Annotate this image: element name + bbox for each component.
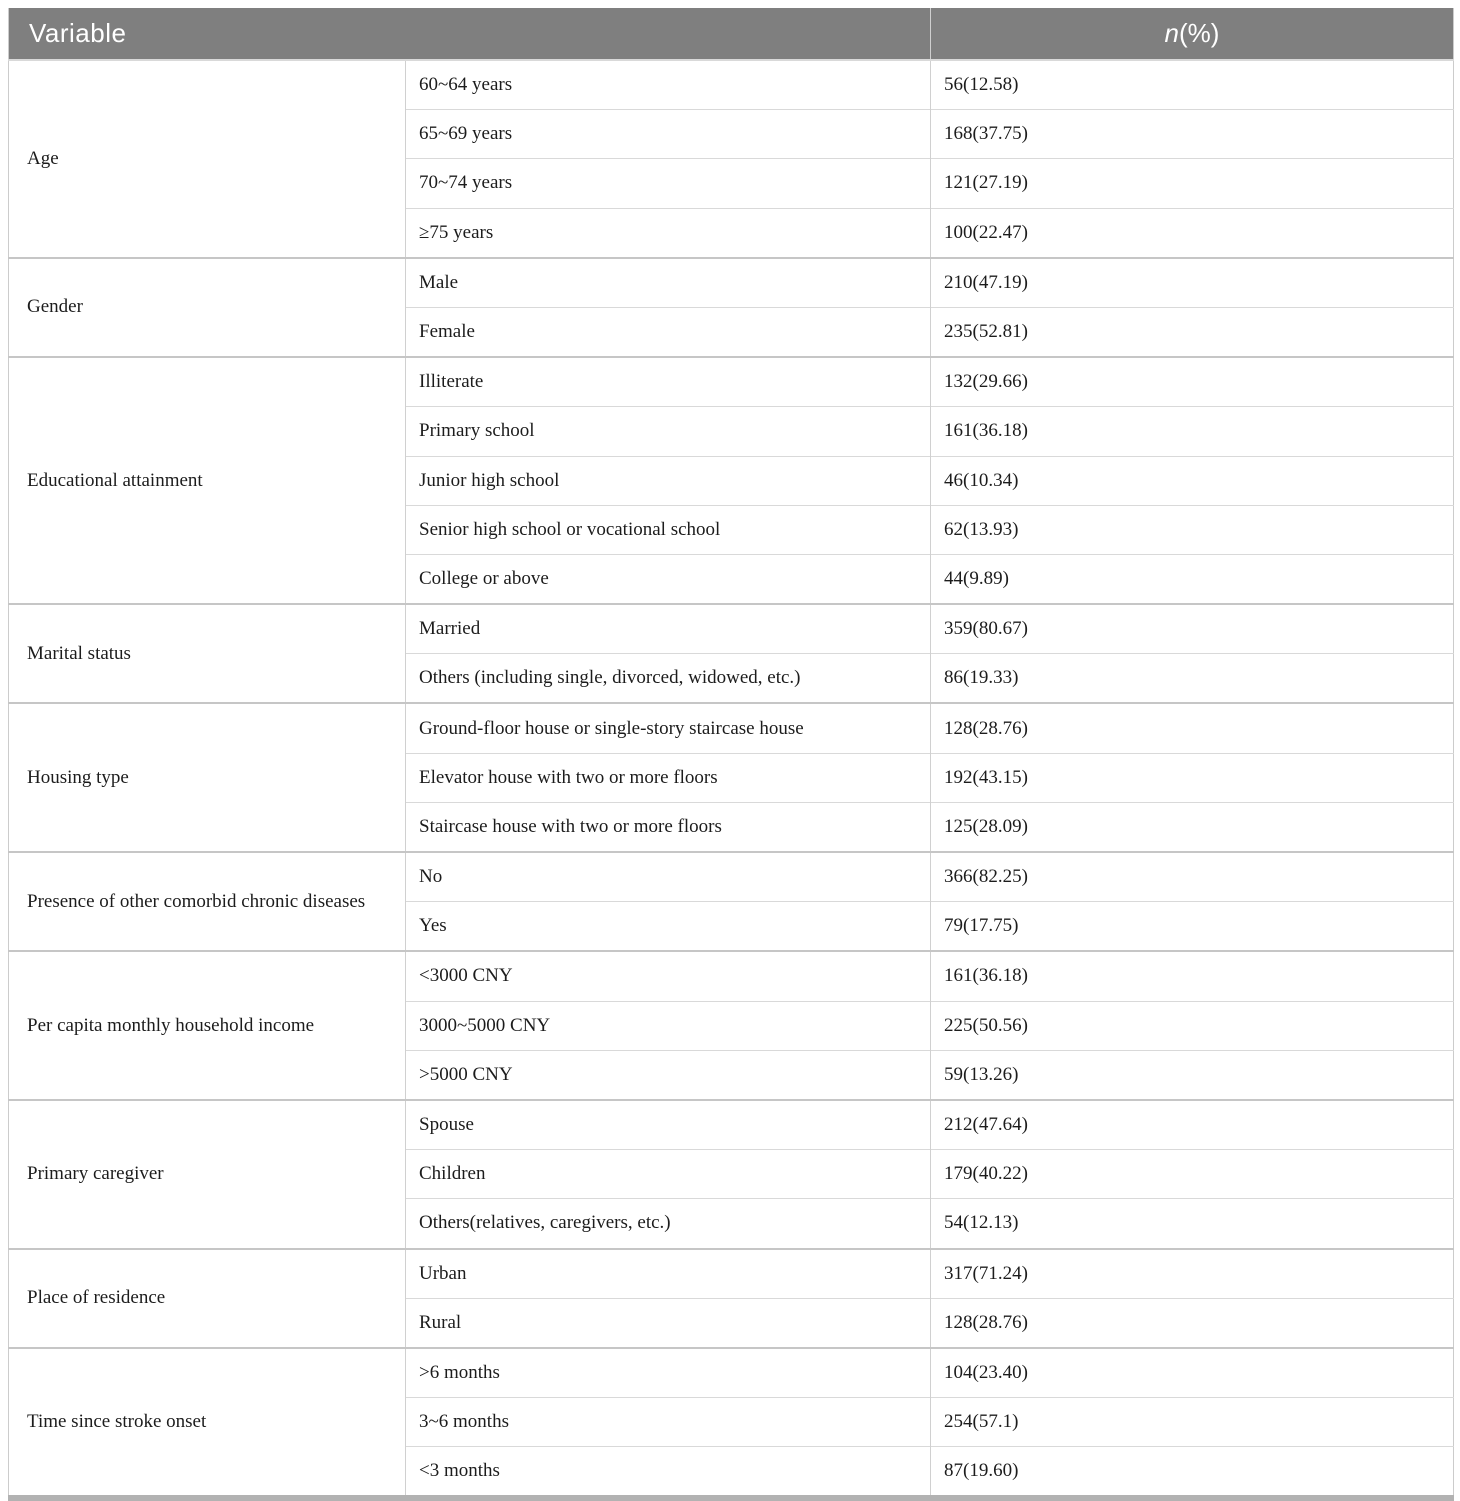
variable-name-cell: Educational attainment	[9, 357, 406, 604]
n-percent-cell: 128(28.76)	[931, 703, 1454, 753]
n-percent-cell: 161(36.18)	[931, 951, 1454, 1001]
table-body	[9, 60, 1454, 1498]
category-cell: Elevator house with two or more floors	[406, 753, 931, 802]
table-row	[9, 604, 1454, 654]
category-cell: Senior high school or vocational school	[406, 505, 931, 554]
participant-characteristics-table	[8, 8, 1454, 1501]
variable-name-cell: Presence of other comorbid chronic diseases	[9, 852, 406, 951]
category-cell: Illiterate	[406, 357, 931, 407]
n-percent-cell: 235(52.81)	[931, 307, 1454, 357]
n-percent-cell: 179(40.22)	[931, 1150, 1454, 1199]
n-percent-cell: 168(37.75)	[931, 110, 1454, 159]
variable-name-cell: Age	[9, 60, 406, 258]
table-row	[9, 1100, 1454, 1150]
category-cell: Female	[406, 307, 931, 357]
category-cell: 3~6 months	[406, 1398, 931, 1447]
variable-name-cell: Time since stroke onset	[9, 1348, 406, 1499]
category-cell: 70~74 years	[406, 159, 931, 208]
n-percent-cell: 161(36.18)	[931, 407, 1454, 456]
category-cell: 60~64 years	[406, 60, 931, 110]
n-percent-cell: 46(10.34)	[931, 456, 1454, 505]
n-percent-cell: 62(13.93)	[931, 505, 1454, 554]
n-percent-cell: 54(12.13)	[931, 1199, 1454, 1249]
table-row	[9, 1249, 1454, 1299]
n-percent-cell: 212(47.64)	[931, 1100, 1454, 1150]
category-cell: Married	[406, 604, 931, 654]
category-cell: ≥75 years	[406, 208, 931, 258]
n-percent-cell: 366(82.25)	[931, 852, 1454, 902]
category-cell: Urban	[406, 1249, 931, 1299]
variable-name-cell: Housing type	[9, 703, 406, 852]
table-row	[9, 1348, 1454, 1398]
n-percent-cell: 359(80.67)	[931, 604, 1454, 654]
category-cell: College or above	[406, 554, 931, 604]
n-percent-cell: 59(13.26)	[931, 1050, 1454, 1100]
category-cell: Primary school	[406, 407, 931, 456]
table-row	[9, 357, 1454, 407]
category-cell: Yes	[406, 902, 931, 952]
variable-name-cell: Place of residence	[9, 1249, 406, 1348]
table-row	[9, 852, 1454, 902]
category-cell: Ground-floor house or single-story staircase house	[406, 703, 931, 753]
n-percent-cell: 44(9.89)	[931, 554, 1454, 604]
category-cell: Junior high school	[406, 456, 931, 505]
category-cell: 65~69 years	[406, 110, 931, 159]
category-cell: Male	[406, 258, 931, 308]
n-percent-cell: 100(22.47)	[931, 208, 1454, 258]
category-cell: >6 months	[406, 1348, 931, 1398]
category-cell: Staircase house with two or more floors	[406, 802, 931, 852]
table-row	[9, 703, 1454, 753]
n-percent-cell: 317(71.24)	[931, 1249, 1454, 1299]
n-percent-cell: 56(12.58)	[931, 60, 1454, 110]
n-percent-cell: 104(23.40)	[931, 1348, 1454, 1398]
n-percent-cell: 225(50.56)	[931, 1001, 1454, 1050]
n-percent-cell: 79(17.75)	[931, 902, 1454, 952]
n-percent-cell: 210(47.19)	[931, 258, 1454, 308]
category-cell: Rural	[406, 1298, 931, 1348]
category-cell: 3000~5000 CNY	[406, 1001, 931, 1050]
category-cell: >5000 CNY	[406, 1050, 931, 1100]
variable-name-cell: Gender	[9, 258, 406, 357]
table-row	[9, 60, 1454, 110]
column-header-variable: Variable	[9, 8, 931, 60]
table-header-row	[9, 8, 1454, 60]
category-cell: Others(relatives, caregivers, etc.)	[406, 1199, 931, 1249]
category-cell: <3 months	[406, 1447, 931, 1499]
n-percent-cell: 121(27.19)	[931, 159, 1454, 208]
category-cell: <3000 CNY	[406, 951, 931, 1001]
category-cell: Children	[406, 1150, 931, 1199]
table-row	[9, 258, 1454, 308]
variable-name-cell: Marital status	[9, 604, 406, 703]
column-header-n-percent	[931, 8, 1454, 60]
category-cell: Others (including single, divorced, widowed, etc.)	[406, 654, 931, 704]
n-percent-cell: 86(19.33)	[931, 654, 1454, 704]
category-cell: No	[406, 852, 931, 902]
n-percent-cell: 254(57.1)	[931, 1398, 1454, 1447]
variable-name-cell: Primary caregiver	[9, 1100, 406, 1249]
percent-label: (%)	[1179, 18, 1220, 48]
n-percent-cell: 132(29.66)	[931, 357, 1454, 407]
n-percent-cell: 192(43.15)	[931, 753, 1454, 802]
n-percent-cell: 125(28.09)	[931, 802, 1454, 852]
n-italic-label: n	[1164, 18, 1180, 48]
table-row	[9, 951, 1454, 1001]
n-percent-cell: 128(28.76)	[931, 1298, 1454, 1348]
n-percent-cell: 87(19.60)	[931, 1447, 1454, 1499]
variable-name-cell: Per capita monthly household income	[9, 951, 406, 1100]
category-cell: Spouse	[406, 1100, 931, 1150]
